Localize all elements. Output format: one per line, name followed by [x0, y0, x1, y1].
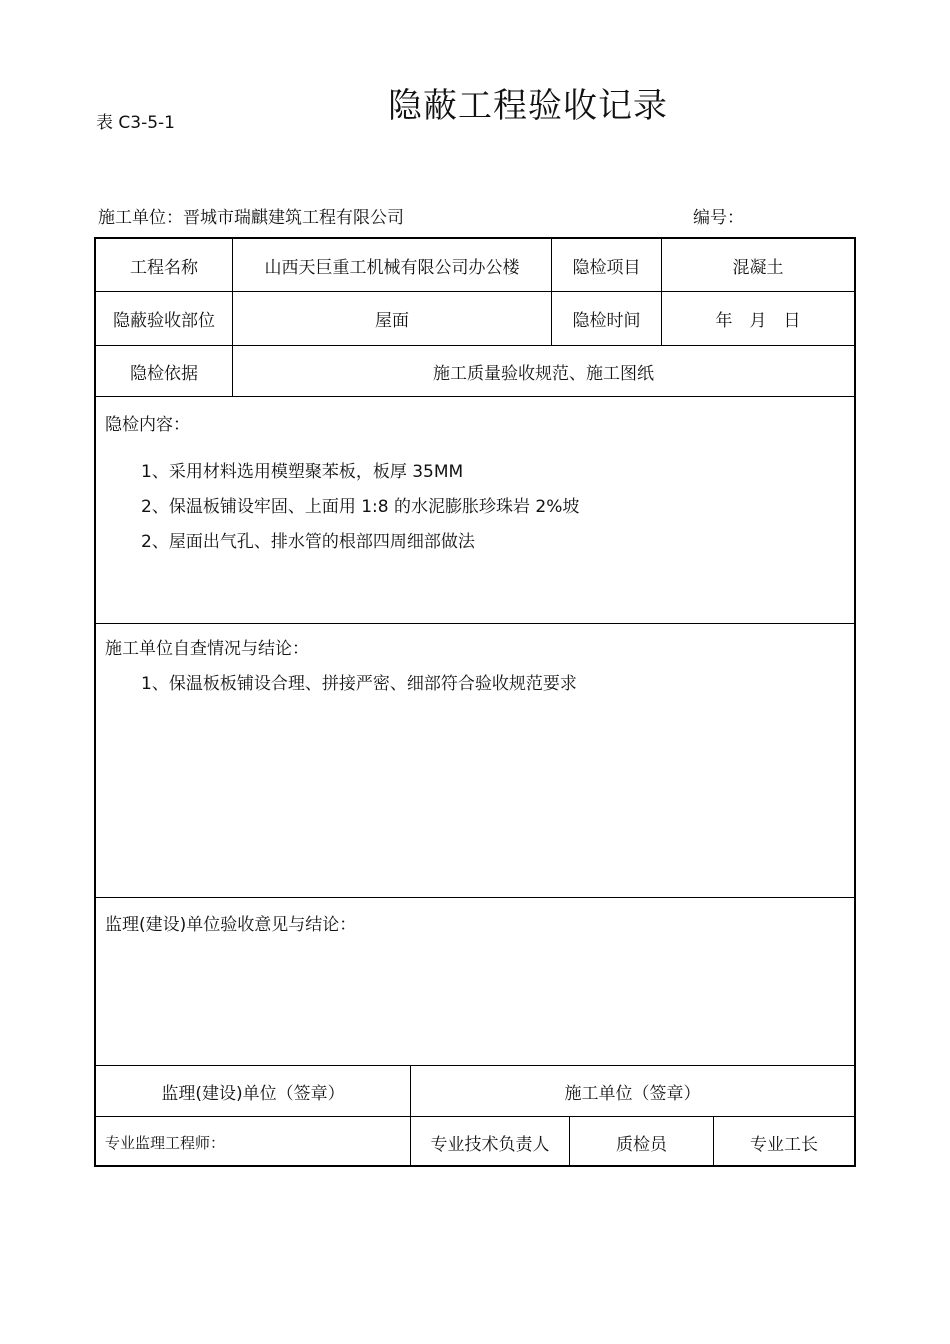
inspection-time-label: 隐检时间: [572, 311, 641, 331]
tech-lead-label: 专业技术负责人: [430, 1134, 550, 1155]
construction-unit-label: 施工单位：晋城市瑞麒建筑工程有限公司: [98, 208, 404, 228]
form-code: 表 C3-5-1: [96, 113, 175, 133]
inspection-basis-label: 隐检依据: [130, 363, 198, 384]
inspection-content-label: 隐检内容：: [105, 415, 190, 435]
project-name-label: 工程名称: [130, 257, 198, 278]
inspection-item-label: 隐检项目: [572, 257, 641, 278]
supervision-unit-seal: 监理(建设)单位（签章）: [161, 1083, 345, 1104]
supervising-engineer-label: 专业监理工程师：: [105, 1133, 226, 1152]
inspection-item-value: 混凝土: [732, 257, 784, 278]
foreman-label: 专业工长: [750, 1134, 818, 1155]
list-item: 2、屋面出气孔、排水管的根部四周细部做法: [141, 532, 475, 552]
supervision-opinion-label: 监理(建设)单位验收意见与结论：: [105, 915, 357, 935]
list-item: 1、保温板板铺设合理、拼接严密、细部符合验收规范要求: [141, 674, 577, 694]
list-item: 1、采用材料选用模塑聚苯板，板厚 35MM: [141, 462, 464, 482]
list-item: 2、保温板铺设牢固、上面用 1:8 的水泥膨胀珍珠岩 2%坡: [141, 497, 580, 517]
self-check-label: 施工单位自查情况与结论：: [105, 639, 309, 659]
inspection-time-value: 年 月 日: [715, 311, 801, 331]
record-number-label: 编号：: [693, 208, 744, 228]
row-divider: [96, 396, 854, 397]
inspection-basis-value: 施工质量验收规范、施工图纸: [433, 363, 654, 384]
concealed-location-label: 隐蔽验收部位: [113, 311, 215, 331]
page-title: 隐蔽工程验收记录: [388, 86, 668, 126]
quality-inspector-label: 质检员: [616, 1134, 667, 1155]
construction-unit-seal: 施工单位（签章）: [564, 1083, 701, 1104]
concealed-location-value: 屋面: [375, 311, 409, 331]
row-divider: [96, 897, 854, 898]
project-name-value: 山西天巨重工机械有限公司办公楼: [264, 257, 520, 278]
row-divider: [96, 623, 854, 624]
inspection-form-table: [94, 237, 856, 1167]
